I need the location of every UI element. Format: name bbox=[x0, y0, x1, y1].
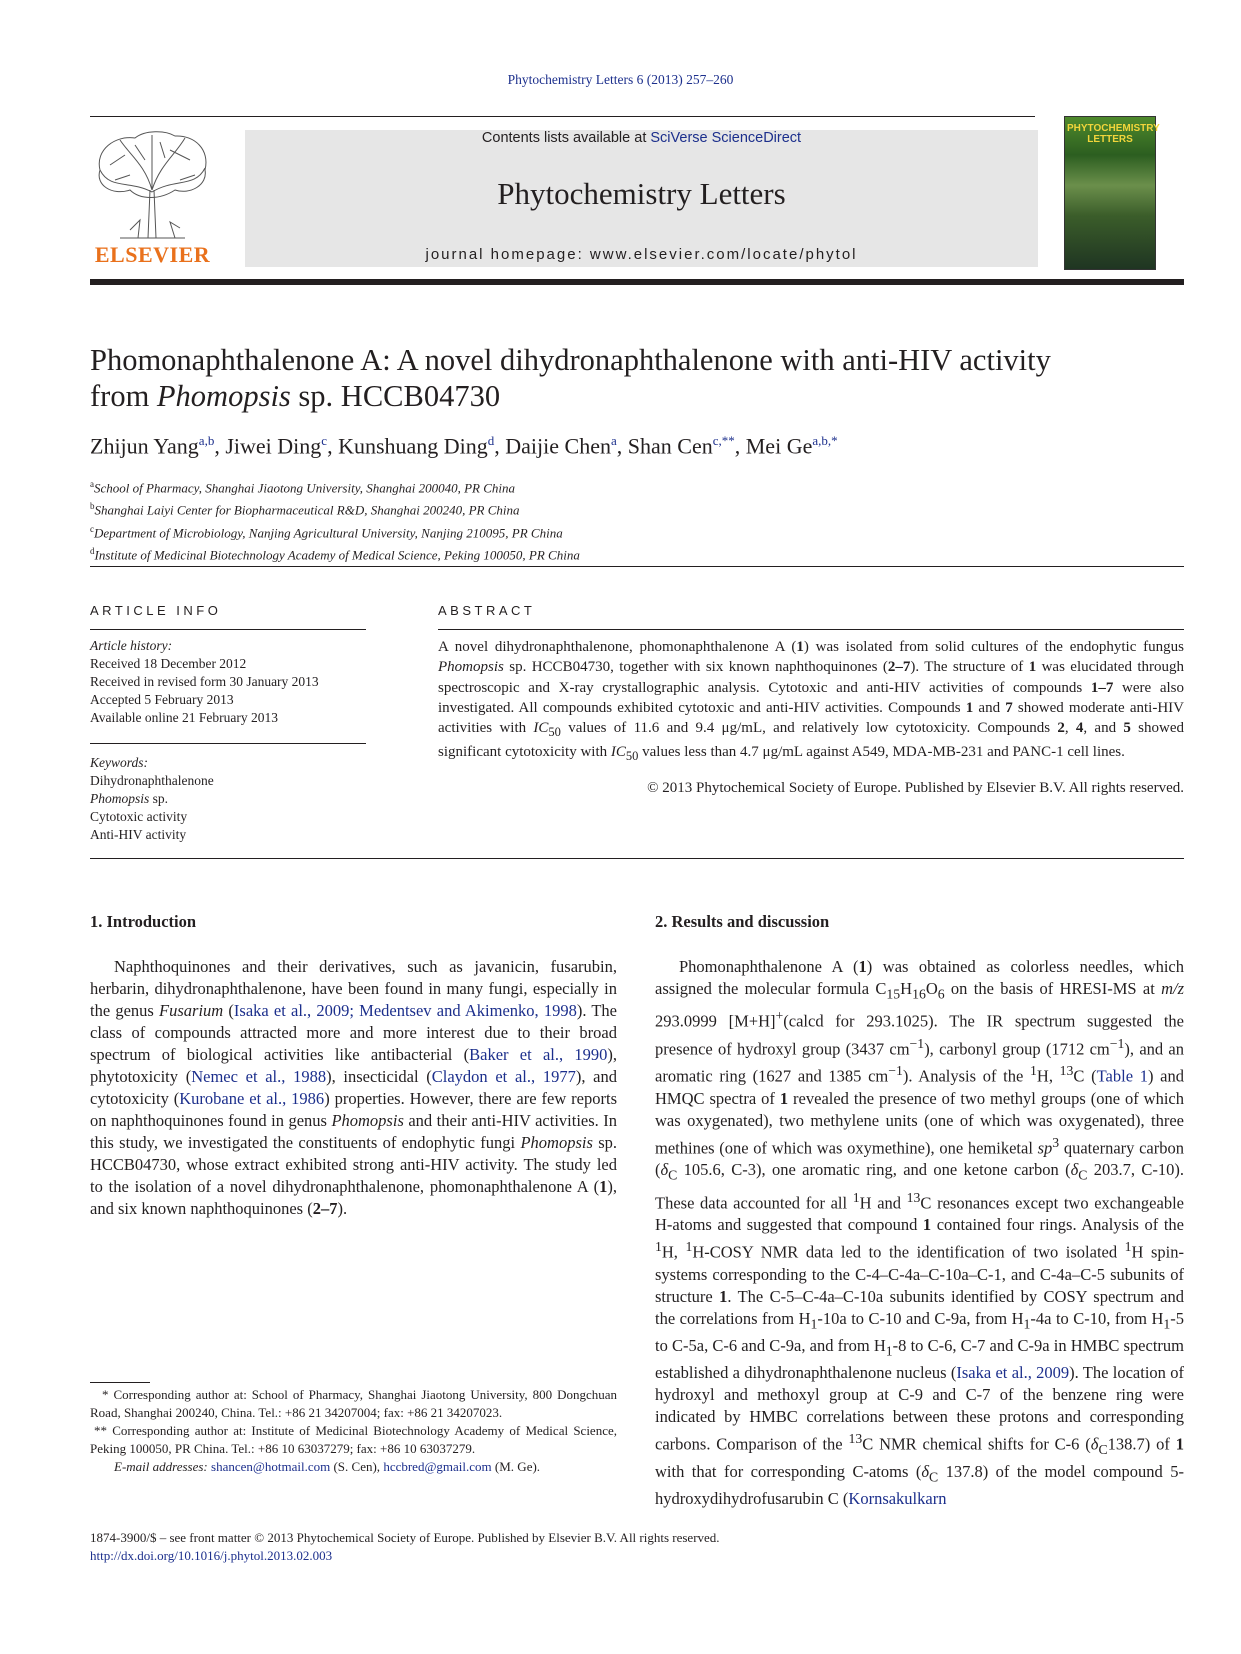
title-genus: Phomopsis bbox=[156, 379, 291, 413]
journal-reference[interactable]: Phytochemistry Letters 6 (2013) 257–260 bbox=[507, 72, 734, 87]
abstract-copyright: © 2013 Phytochemical Society of Europe. Published by Elsevier B.V. All rights reserved. bbox=[647, 780, 1184, 796]
author-separator: , bbox=[327, 433, 339, 459]
title-line-2 bbox=[90, 378, 1190, 414]
author-name: Mei Ge bbox=[745, 433, 813, 459]
history-label: Article history: bbox=[90, 638, 173, 653]
affiliation-text: Institute of Medicinal Biotechnology Academy of Medical Science, Peking 100050, PR China bbox=[94, 547, 580, 563]
affiliation-text: Shanghai Laiyi Center for Biopharmaceutical R&D, Shanghai 200240, PR China bbox=[94, 502, 520, 518]
author-affiliation-mark[interactable]: a,b,* bbox=[812, 433, 838, 448]
author-affiliation-mark[interactable]: d bbox=[487, 433, 495, 448]
publisher-logo-text: ELSEVIER bbox=[94, 242, 211, 267]
intro-text: Naphthoquinones and their derivatives, such as javanicin, fusarubin, herbarin, dihydronaphthalenone, have been found in many fungi, especially in the genus Fusarium (Isaka et al., 2009; Medentsev and Akimenko, 1998). The class of compounds attracted more and more interest due to their broad spectrum of biological activities like antibacterial (Baker et al., 1990), phytotoxicity (Nemec et al., 1988), insecticidal (Claydon et al., 1977), and cytotoxicity (Kurobane et al., 1986) properties. However, there are few reports on naphthoquinones found in genus Phomopsis and their anti-HIV activities. In this study, we investigated the constituents of endophytic fungi Phomopsis sp. HCCB04730, whose extract exhibited strong anti-HIV activity. The study led to the isolation of a novel dihydronaphthalenone, phomonaphthalenone A (1), and six known naphthoquinones (2–7). bbox=[90, 957, 618, 1218]
keywords-rule bbox=[90, 743, 366, 744]
footnote-2: ** Corresponding author at: Institute of Medicinal Biotechnology Academy of Medical Science, Peking 100050, PR China. Tel.: +86 10 63037279; fax: +86 10 63037279. bbox=[90, 1423, 617, 1456]
author-separator: , bbox=[734, 433, 746, 459]
page-footer bbox=[90, 1529, 1090, 1565]
keyword-item: Phomopsis sp. bbox=[90, 791, 169, 806]
title-line-1: Phomonaphthalenone A: A novel dihydronaphthalenone with anti-HIV activity bbox=[90, 343, 1051, 377]
affiliation-list bbox=[90, 475, 1090, 564]
history-item: Accepted 5 February 2013 bbox=[90, 692, 234, 707]
sciencedirect-link[interactable]: SciVerse ScienceDirect bbox=[650, 130, 802, 146]
homepage-prefix: journal homepage: bbox=[425, 246, 590, 263]
affiliation-text: School of Pharmacy, Shanghai Jiaotong University, Shanghai 200040, PR China bbox=[94, 480, 516, 496]
author-name: Shan Cen bbox=[627, 433, 713, 459]
author-list bbox=[90, 433, 1190, 459]
affiliation-mark: c bbox=[90, 523, 94, 534]
email-link-cen[interactable]: shancen@hotmail.com bbox=[211, 1459, 331, 1474]
author-affiliation-mark[interactable]: c,** bbox=[712, 433, 735, 448]
affiliation-item bbox=[90, 520, 1090, 542]
article-history bbox=[90, 637, 370, 727]
title-prefix: from bbox=[90, 379, 157, 413]
article-title bbox=[90, 342, 1190, 414]
abstract-heading: ABSTRACT bbox=[438, 603, 536, 618]
contents-prefix: Contents lists available at bbox=[481, 130, 651, 146]
affiliation-item bbox=[90, 475, 1090, 497]
author-separator: , bbox=[214, 433, 226, 459]
affiliation-item bbox=[90, 497, 1090, 519]
footnotes bbox=[90, 1386, 617, 1476]
header-thick-rule bbox=[90, 279, 1184, 285]
email-owner-1: (S. Cen), bbox=[330, 1459, 384, 1474]
contents-line bbox=[245, 130, 1038, 146]
author-affiliation-mark[interactable]: a,b bbox=[198, 433, 215, 448]
elsevier-logo bbox=[90, 130, 215, 268]
affiliation-mark: a bbox=[90, 479, 94, 489]
journal-banner bbox=[245, 130, 1038, 267]
header-rule bbox=[90, 116, 1035, 117]
author-separator: , bbox=[616, 433, 628, 459]
doi-link[interactable]: http://dx.doi.org/10.1016/j.phytol.2013.02.003 bbox=[90, 1548, 333, 1563]
issn-line: 1874-3900/$ – see front matter © 2013 Phytochemical Society of Europe. Published by Elsevier B.V. All rights reserved. bbox=[90, 1530, 720, 1545]
author-name: Kunshuang Ding bbox=[338, 433, 488, 459]
keywords bbox=[90, 754, 370, 844]
results-heading: 2. Results and discussion bbox=[655, 912, 830, 931]
author-name: Jiwei Ding bbox=[225, 433, 322, 459]
keyword-item: Anti-HIV activity bbox=[90, 827, 187, 842]
article-info-heading: ARTICLE INFO bbox=[90, 603, 222, 618]
results-text: Phomonaphthalenone A (1) was obtained as colorless needles, which assigned the molecular formula $C_{15}H_{16}O_6$ on the basis of HRESI-MS at m/z 293.0999 [M+H]+(calcd for 293.1025). The IR spectrum suggested the presence of hydroxyl group (3437 $cm^{-1}$), carbonyl group (1712 $cm^{-1}$), and an aromatic ring (1627 and 1385 $cm^{-1}$). Analysis of the $^1$H, $^{13}$C (Table 1) and HMQC spectra of 1 revealed the presence of two methyl groups (one of which was oxygenated), two methylene units (one of which was oxygenated), three methines (one of which was oxymethine), one hemiketal $sp^3$ quaternary carbon ($\delta_C$ 105.6, C-3), one aromatic ring, and one ketone carbon ($\delta_C$ 203.7, C-10). These data accounted for all $^1$H and $^{13}$C resonances except two exchangeable H-atoms and suggested that compound 1 contained four rings. Analysis of the $^1$H, $^1$H-COSY NMR data led to the identification of two isolated $^1$H spin-systems corresponding to the C-4–C-4a–C-10a–C-1, and C-4a–C-5 subunits of structure 1. The C-5–C-4a–C-10a subunits identified by COSY spectrum and the correlations from $H_1-10a$ to C-10 and C-9a, from $H_1-4a$ to C-10, from $H_1-5$ to C-5a, C-6 and C-9a, and from $H_1-8$ to C-6, C-7 and C-9a in HMBC spectrum established a dihydronaphthalenone nucleus (Isaka et al., 2009). The location of hydroxyl and methoxyl group at C-9 and C-7 of the benzene ring were indicated by HMBC correlations between these protons and corresponding carbons. Comparison of the $^{13}$C NMR chemical shifts for C-6 $(\delta_C138.7)$ of 1 with that for corresponding C-atoms ($\delta_C$ 137.8) of the model compound 5-hydroxydihydrofusarubin C (Kornsakulkarn bbox=[655, 957, 1184, 1509]
journal-cover-image bbox=[1064, 116, 1160, 270]
email-link-ge[interactable]: hccbred@gmail.com bbox=[383, 1459, 492, 1474]
email-label: E-mail addresses: bbox=[114, 1459, 212, 1474]
footnote-rule bbox=[90, 1382, 150, 1383]
keyword-item: Dihydronaphthalenone bbox=[90, 773, 214, 788]
title-suffix: sp. HCCB04730 bbox=[290, 379, 501, 413]
history-item: Received 18 December 2012 bbox=[90, 656, 247, 671]
author-affiliation-mark[interactable]: c bbox=[321, 433, 328, 448]
affiliation-text: Department of Microbiology, Nanjing Agricultural University, Nanjing 210095, PR China bbox=[94, 524, 563, 540]
keywords-label: Keywords: bbox=[90, 755, 148, 770]
intro-heading: 1. Introduction bbox=[90, 912, 197, 931]
footnote-1: * Corresponding author at: School of Pharmacy, Shanghai Jiaotong University, 800 Dongchuan Road, Shanghai 200240, China. Tel.: +86 21 34207004; fax: +86 21 34207023. bbox=[90, 1387, 617, 1420]
author-separator: , bbox=[494, 433, 506, 459]
email-line bbox=[90, 1458, 617, 1476]
history-item: Received in revised form 30 January 2013 bbox=[90, 674, 319, 689]
affiliation-mark: b bbox=[90, 501, 95, 512]
affiliation-item bbox=[90, 542, 1090, 564]
author-name: Zhijun Yang bbox=[90, 433, 199, 459]
journal-homepage bbox=[245, 246, 1038, 263]
email-owner-2: (M. Ge). bbox=[491, 1459, 541, 1474]
section-rule bbox=[90, 566, 1184, 567]
author-affiliation-mark[interactable]: a bbox=[610, 433, 617, 448]
article-info-rule bbox=[90, 629, 366, 630]
affiliation-mark: d bbox=[90, 545, 95, 556]
abstract-text: A novel dihydronaphthalenone, phomonaphthalenone A (1) was isolated from solid cultures of the endophytic fungus Phomopsis sp. HCCB04730, together with six known naphthoquinones (2–7). The structure of 1 was elucidated through spectroscopic and X-ray crystallographic analysis. Cytotoxic and anti-HIV activities of compounds 1–7 were also investigated. All compounds exhibited cytotoxic and anti-HIV activities. Compounds 1 and 7 showed moderate anti-HIV activities with $IC_{50}$ values of 11.6 and 9.4 μg/mL, and relatively low cytotoxicity. Compounds 2, 4, and 5 showed significant cytotoxicity with $IC_{50}$ values less than 4.7 μg/mL against A549, MDA-MB-231 and PANC-1 cell lines. bbox=[438, 639, 1185, 764]
cover-title: PHYTOCHEMISTRY LETTERS bbox=[1067, 123, 1160, 145]
journal-title: Phytochemistry Letters bbox=[497, 176, 786, 211]
homepage-link[interactable]: www.elsevier.com/locate/phytol bbox=[589, 246, 858, 263]
history-item: Available online 21 February 2013 bbox=[90, 710, 278, 725]
tree-icon bbox=[90, 130, 215, 240]
author-name: Daijie Chen bbox=[505, 433, 611, 459]
abstract-rule bbox=[438, 629, 1184, 630]
section-rule-2 bbox=[90, 858, 1184, 859]
keyword-item: Cytotoxic activity bbox=[90, 809, 188, 824]
